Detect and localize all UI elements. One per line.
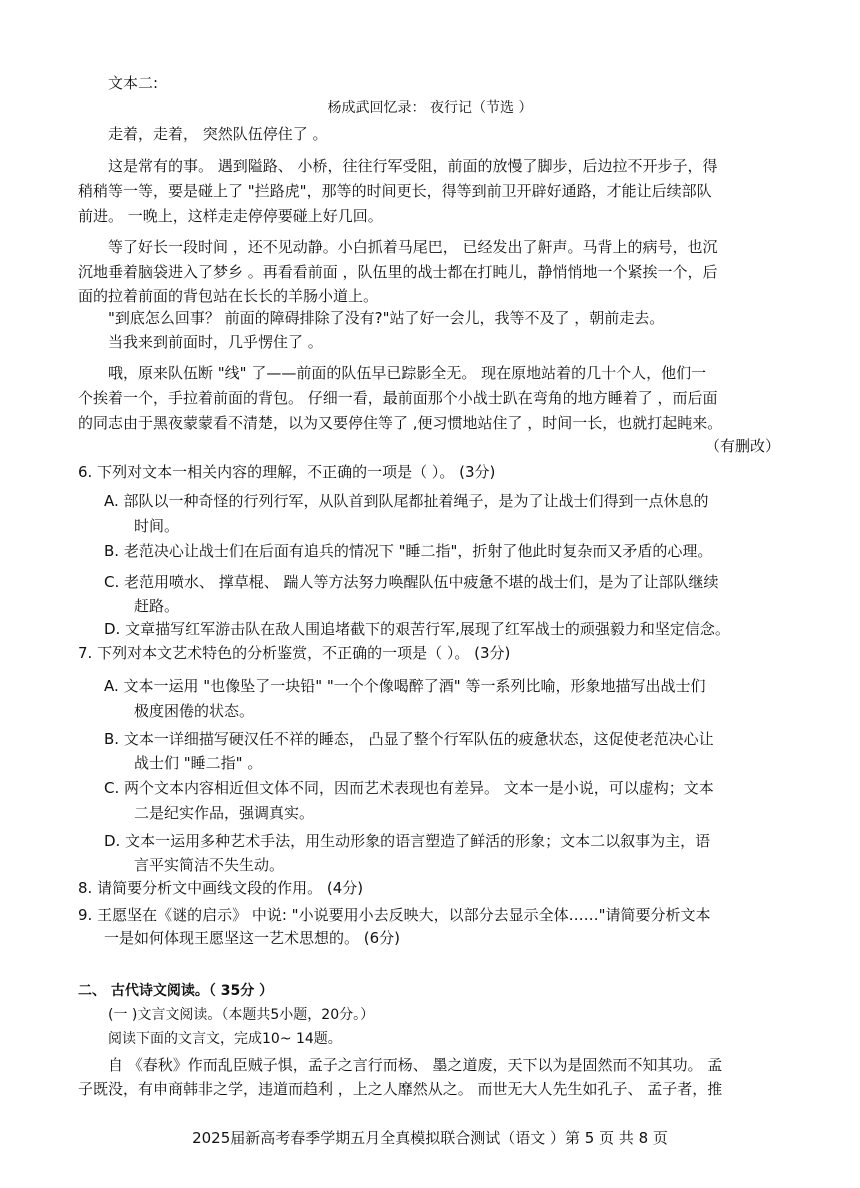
question-7-option-d: D. 文本一运用多种艺术手法，用生动形象的语言塑造了鲜活的形象；文本二以叙事为主，语 <box>104 832 711 850</box>
question-7-option-b: B. 文本一详细描写硬汉任不祥的睡态， 凸显了整个行军队伍的疲惫状态，这促使老范决心让 <box>104 730 714 748</box>
text2-paragraph-2-line-1: 这是常有的事。 遇到隘路、 小桥，往往行军受阻，前面的放慢了脚步，后边拉不开步子，得 <box>108 157 718 175</box>
text2-paragraph-3-line-3: 面的拉着前面的背包站在长长的羊肠小道上。 <box>78 287 379 305</box>
text2-paragraph-6-line-3: 的同志由于黑夜蒙蒙看不清楚，以为又要停住等了 ,便习惯地站住了 ，时间一长，也就打起盹来。 <box>78 414 723 432</box>
text2-paragraph-2-line-3: 前进。 一晚上，这样走走停停要碰上好几回。 <box>78 207 383 225</box>
question-9-line-1: 9. 王愿坚在《谜的启示》 中说: "小说要用小去反映大，以部分去显示全体……"请简要分析文本 <box>78 906 711 924</box>
text2-paragraph-1: 走着，走着， 突然队伍停住了 。 <box>108 125 328 143</box>
text2-paragraph-6-line-2: 个挨着一个，手拉着前面的背包。 仔细一看，最前面那个小战士趴在弯角的地方睡着了 ，而后面 <box>78 389 718 407</box>
section-2-title: 二、 古代诗文阅读。（ 35分 ） <box>78 983 274 999</box>
text2-paragraph-4: "到底怎么回事？ 前面的障碍排除了没有?"站了好一会儿，我等不及了 ，朝前走去。 <box>108 309 665 327</box>
revision-note: （有删改） <box>704 437 780 455</box>
text2-paragraph-3-line-2: 沉地垂着脑袋进入了梦乡 。再看看前面 ，队伍里的战士都在打盹儿，静悄悄地一个紧挨一个，后 <box>78 263 718 281</box>
question-6-option-a: A. 部队以一种奇怪的行列行军，从队首到队尾都扯着绳子，是为了让战士们得到一点休息的 <box>104 492 709 510</box>
question-6-option-c-cont: 赶路。 <box>134 597 180 615</box>
question-6-option-a-cont: 时间。 <box>134 517 180 535</box>
question-7-stem: 7. 下列对本文艺术特色的分析鉴赏，不正确的一项是（ ）。 (3分) <box>78 644 511 662</box>
text2-paragraph-6-line-1: 哦，原来队伍断 "线" 了——前面的队伍早已踪影全无。 现在原地站着的几十个人，他们一 <box>108 364 707 382</box>
text2-paragraph-5: 当我来到前面时，几乎愣住了 。 <box>108 333 323 351</box>
page-footer: 2025届新高考春季学期五月全真模拟联合测试（语文 ）第 5 页 共 8 页 <box>192 1129 668 1147</box>
question-7-option-d-cont: 言平实简洁不失生动。 <box>134 856 285 874</box>
question-7-option-a: A. 文本一运用 "也像坠了一块铅" "一个个像喝醉了酒" 等一系列比喻，形象地描写出战士们 <box>104 677 706 695</box>
text2-paragraph-3-line-1: 等了好长一段时间 ，还不见动静。小白抓着马尾巴， 已经发出了鼾声。马背上的病号，也沉 <box>108 238 718 256</box>
question-7-option-a-cont: 极度困倦的状态。 <box>134 702 255 720</box>
question-6-option-d: D. 文章描写红军游击队在敌人围追堵截下的艰苦行军,展现了红军战士的顽强毅力和坚定信念。 <box>104 620 730 638</box>
text2-paragraph-2-line-2: 稍稍等一等，要是碰上了 "拦路虎"，那等的时间更长，得等到前卫开辟好通路，才能让后续部队 <box>78 182 712 200</box>
question-8: 8. 请简要分析文中画线文段的作用。 (4分) <box>78 879 364 897</box>
question-9-line-2: 一是如何体现王愿坚这一艺术思想的。 (6分) <box>104 929 401 947</box>
question-6-option-b: B. 老范决心让战士们在后面有追兵的情况下 "睡二指"，折射了他此时复杂而又矛盾的心理。 <box>104 542 713 560</box>
question-7-option-b-cont: 战士们 "睡二指" 。 <box>134 754 263 772</box>
section-2-subsection: (一 )文言文阅读。（本题共5小题，20分。） <box>108 1007 375 1023</box>
question-6-option-c: C. 老范用喷水、 撑草棍、 踹人等方法努力唤醒队伍中疲惫不堪的战士们，是为了让部队继续 <box>104 573 719 591</box>
question-7-option-c: C. 两个文本内容相近但文体不同，因而艺术表现也有差异。 文本一是小说，可以虚构；文本 <box>104 779 714 797</box>
text2-subtitle: 杨成武回忆录： 夜行记（节选 ） <box>327 100 533 116</box>
section-2-instruction: 阅读下面的文言文，完成10~ 14题。 <box>108 1031 342 1047</box>
question-6-stem: 6. 下列对文本一相关内容的理解，不正确的一项是（ ）。 (3分) <box>78 463 496 481</box>
classical-passage-line-1: 自 《春秋》作而乱臣贼子惧，孟子之言行而杨、 墨之道废，天下以为是固然而不知其功。 孟 <box>108 1056 723 1074</box>
question-7-option-c-cont: 二是纪实作品，强调真实。 <box>134 804 315 822</box>
classical-passage-line-2: 子既没，有申商韩非之学，违道而趋利 ，上之人靡然从之。 而世无大人先生如孔子、 孟子者，推 <box>78 1080 723 1098</box>
text2-heading: 文本二: <box>108 74 159 92</box>
